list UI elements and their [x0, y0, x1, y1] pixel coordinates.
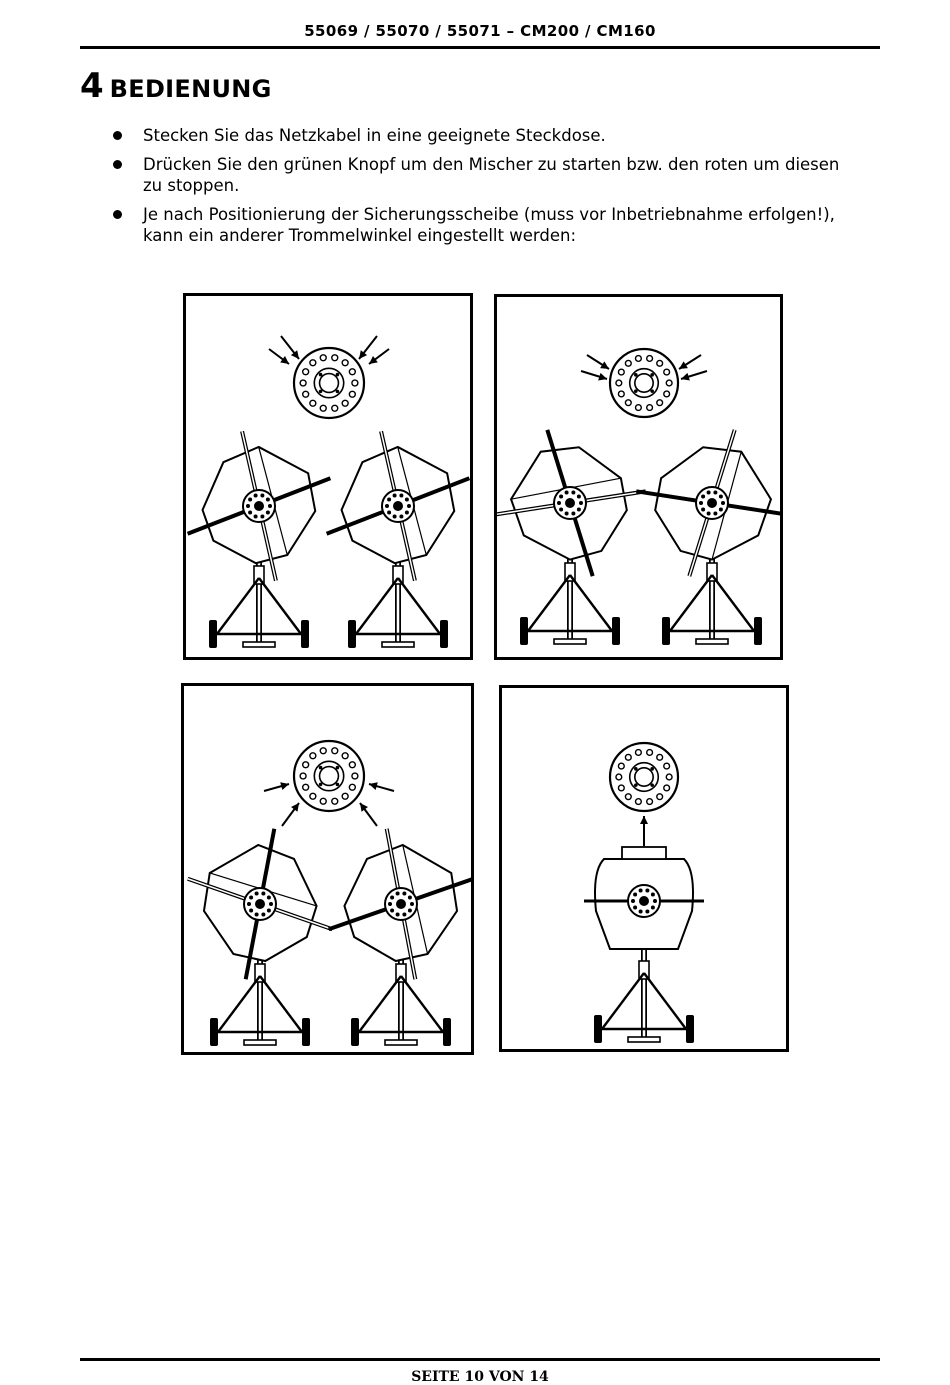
locking-disc-icon [294, 348, 364, 418]
concrete-mixer-icon [325, 430, 470, 648]
bullet-icon [113, 160, 122, 169]
instruction-item [110, 125, 850, 147]
locking-disc-icon [294, 741, 364, 811]
arrow-icon [587, 355, 609, 369]
section-title: BEDIENUNG [109, 75, 272, 103]
arrow-icon [640, 816, 648, 846]
arrow-icon [369, 782, 394, 791]
bullet-icon [113, 210, 122, 219]
document-header: 55069 / 55070 / 55071 – CM200 / CM160 [304, 22, 656, 40]
concrete-mixer-icon [327, 828, 471, 1046]
page-number: SEITE 10 VON 14 [411, 1369, 549, 1385]
arrow-icon [581, 371, 607, 380]
locking-disc-icon [610, 743, 678, 811]
section-number: 4 [80, 66, 104, 106]
arrow-icon [369, 349, 389, 364]
instruction-text: Stecken Sie das Netzkabel in eine geeignete Steckdose. [143, 126, 606, 145]
footer-rule [80, 1358, 880, 1361]
instruction-item [110, 154, 850, 197]
instruction-text: Je nach Positionierung der Sicherungsscheibe (muss vor Inbetriebnahme erfolgen!), kann ein anderer Trommelwinkel eingestellt werden: [143, 204, 835, 245]
instruction-list [110, 125, 850, 254]
arrow-icon [360, 803, 377, 826]
arrow-icon [282, 803, 299, 826]
locking-disc-icon [610, 349, 678, 417]
drum-angle-tilt-2-figure [494, 294, 783, 660]
bullet-icon [113, 131, 122, 140]
concrete-mixer-icon [186, 430, 332, 648]
arrow-icon [679, 355, 701, 369]
arrow-icon [269, 349, 289, 364]
instruction-item [110, 204, 850, 247]
drum-angle-tilt-3-figure [181, 683, 474, 1055]
arrow-icon [681, 371, 707, 380]
drum-angle-upright-figure [499, 685, 789, 1052]
concrete-mixer-icon [186, 828, 334, 1046]
instruction-text: Drücken Sie den grünen Knopf um den Mischer zu starten bzw. den roten um diesen zu stoppen. [143, 154, 840, 195]
arrow-icon [359, 336, 377, 359]
arrow-icon [264, 782, 289, 791]
concrete-mixer-icon [584, 847, 704, 1043]
arrow-icon [281, 336, 299, 359]
drum-angle-tilt-1-figure [183, 293, 473, 660]
header-rule [80, 46, 880, 49]
concrete-mixer-icon [497, 428, 647, 645]
concrete-mixer-icon [635, 428, 780, 645]
section-heading [80, 66, 272, 106]
